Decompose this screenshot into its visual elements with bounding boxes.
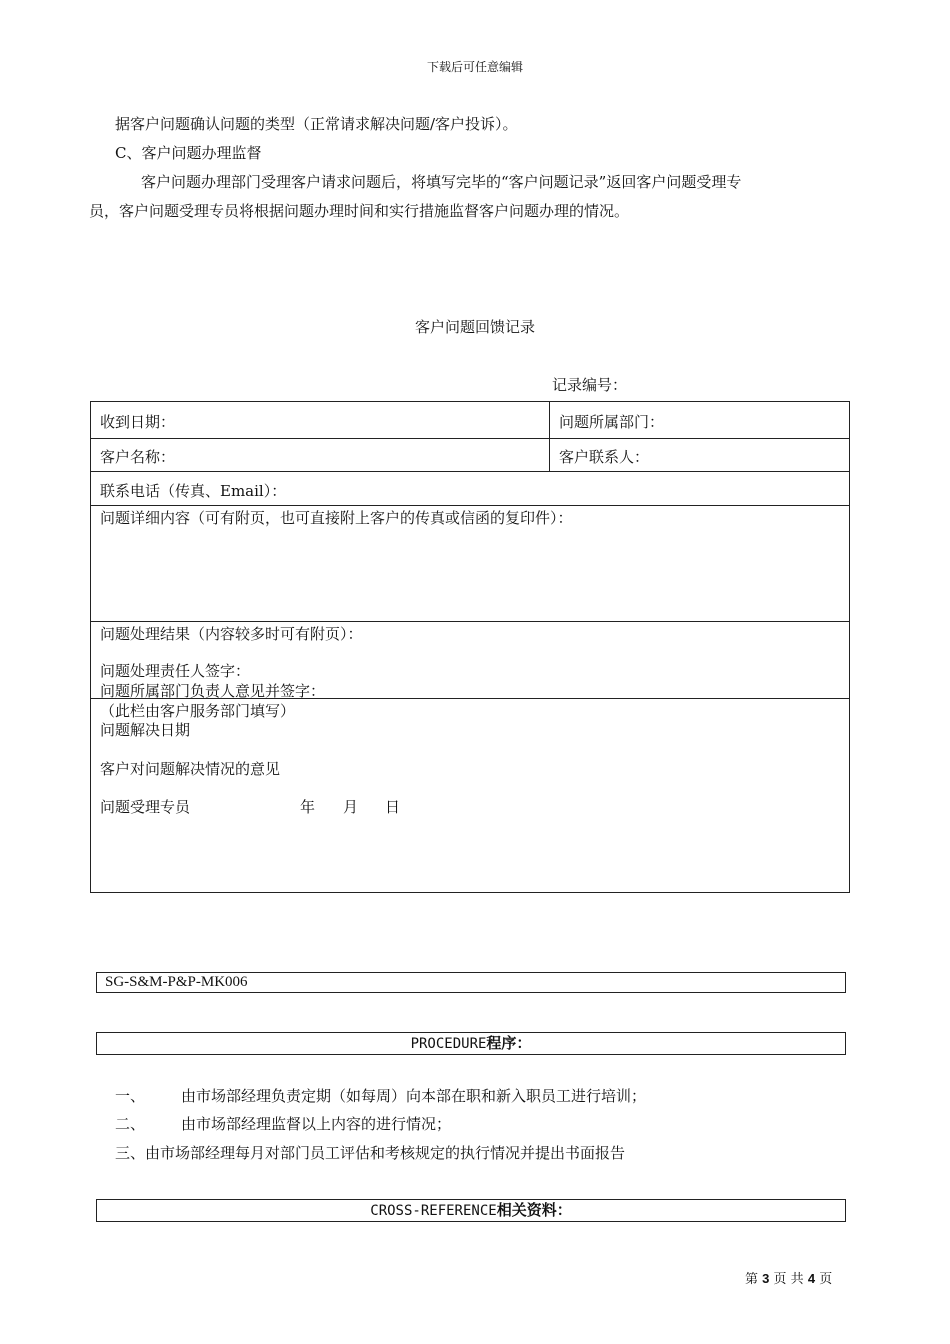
problem-detail-label: 问题详细内容（可有附页，也可直接附上客户的传真或信函的复印件）： (100, 509, 573, 527)
procedure-item (115, 1086, 646, 1106)
procedure-item-number: 二、 (115, 1115, 146, 1133)
record-number-label: 记录编号： (552, 376, 628, 394)
department-label: 问题所属部门： (559, 413, 665, 431)
contact-phone-label: 联系电话（传真、Email）： (100, 482, 287, 500)
cross-reference-heading (96, 1199, 846, 1222)
paragraph-line-1: 客户问题办理部门受理客户请求问题后，将填写完毕的“客户问题记录”返回客户问题受理专 (141, 173, 742, 191)
procedure-item (115, 1143, 625, 1163)
paragraph-line-2: 员，客户问题受理专员将根据问题办理时间和实行措施监督客户问题办理的情况。 (89, 202, 630, 220)
procedure-item-text: 由市场部经理监督以上内容的进行情况； (181, 1115, 452, 1133)
year-label: 年 (300, 798, 316, 816)
footer-suffix: 页 (819, 1272, 833, 1287)
section-c-paragraph (89, 168, 845, 226)
footer-page-number: 3 (762, 1271, 770, 1286)
row-divider (91, 438, 849, 439)
procedure-heading (96, 1032, 846, 1055)
row-divider (91, 505, 849, 506)
procedure-item-number: 一、 (115, 1087, 146, 1105)
dept-head-sign-label: 问题所属部门负责人意见并签字： (100, 682, 326, 700)
footer-total-pages: 4 (807, 1271, 816, 1286)
column-divider (549, 402, 550, 471)
procedure-item-text: 由市场部经理负责定期（如每周）向本部在职和新入职员工进行培训； (181, 1087, 647, 1105)
page-header: 下载后可任意编辑 (426, 60, 523, 74)
solve-date-label: 问题解决日期 (100, 721, 191, 739)
month-label: 月 (343, 798, 359, 816)
procedure-heading-cn: 程序： (486, 1034, 532, 1052)
procedure-item-text: 由市场部经理每月对部门员工评估和考核规定的执行情况并提出书面报告 (145, 1144, 626, 1162)
service-note-label: （此栏由客户服务部门填写） (100, 702, 296, 720)
receiver-label: 问题受理专员 (100, 798, 191, 816)
result-label: 问题处理结果（内容较多时可有附页）： (100, 625, 363, 643)
row-divider (91, 621, 849, 622)
section-c-heading: C、客户问题办理监督 (115, 144, 262, 162)
received-date-label: 收到日期： (100, 413, 176, 431)
procedure-item (115, 1114, 451, 1134)
cross-reference-heading-cn: 相关资料： (496, 1201, 572, 1219)
contact-person-label: 客户联系人： (559, 448, 650, 466)
cross-reference-heading-en: CROSS-REFERENCE (370, 1203, 497, 1219)
day-label: 日 (385, 798, 401, 816)
row-divider (91, 471, 849, 472)
document-code: SG-S&M-P&P-MK006 (96, 972, 846, 993)
page-footer (745, 1268, 832, 1287)
feedback-form-table (90, 401, 850, 893)
footer-prefix: 第 (745, 1272, 759, 1287)
customer-opinion-label: 客户对问题解决情况的意见 (100, 760, 281, 778)
procedure-heading-en: PROCEDURE (410, 1036, 487, 1052)
handler-sign-label: 问题处理责任人签字： (100, 662, 251, 680)
intro-line: 据客户问题确认问题的类型（正常请求解决问题/客户投诉）。 (115, 115, 518, 133)
form-title: 客户问题回馈记录 (414, 318, 535, 336)
customer-name-label: 客户名称： (100, 448, 176, 466)
procedure-item-number: 三、 (115, 1144, 146, 1162)
footer-mid: 页 共 (773, 1272, 804, 1287)
